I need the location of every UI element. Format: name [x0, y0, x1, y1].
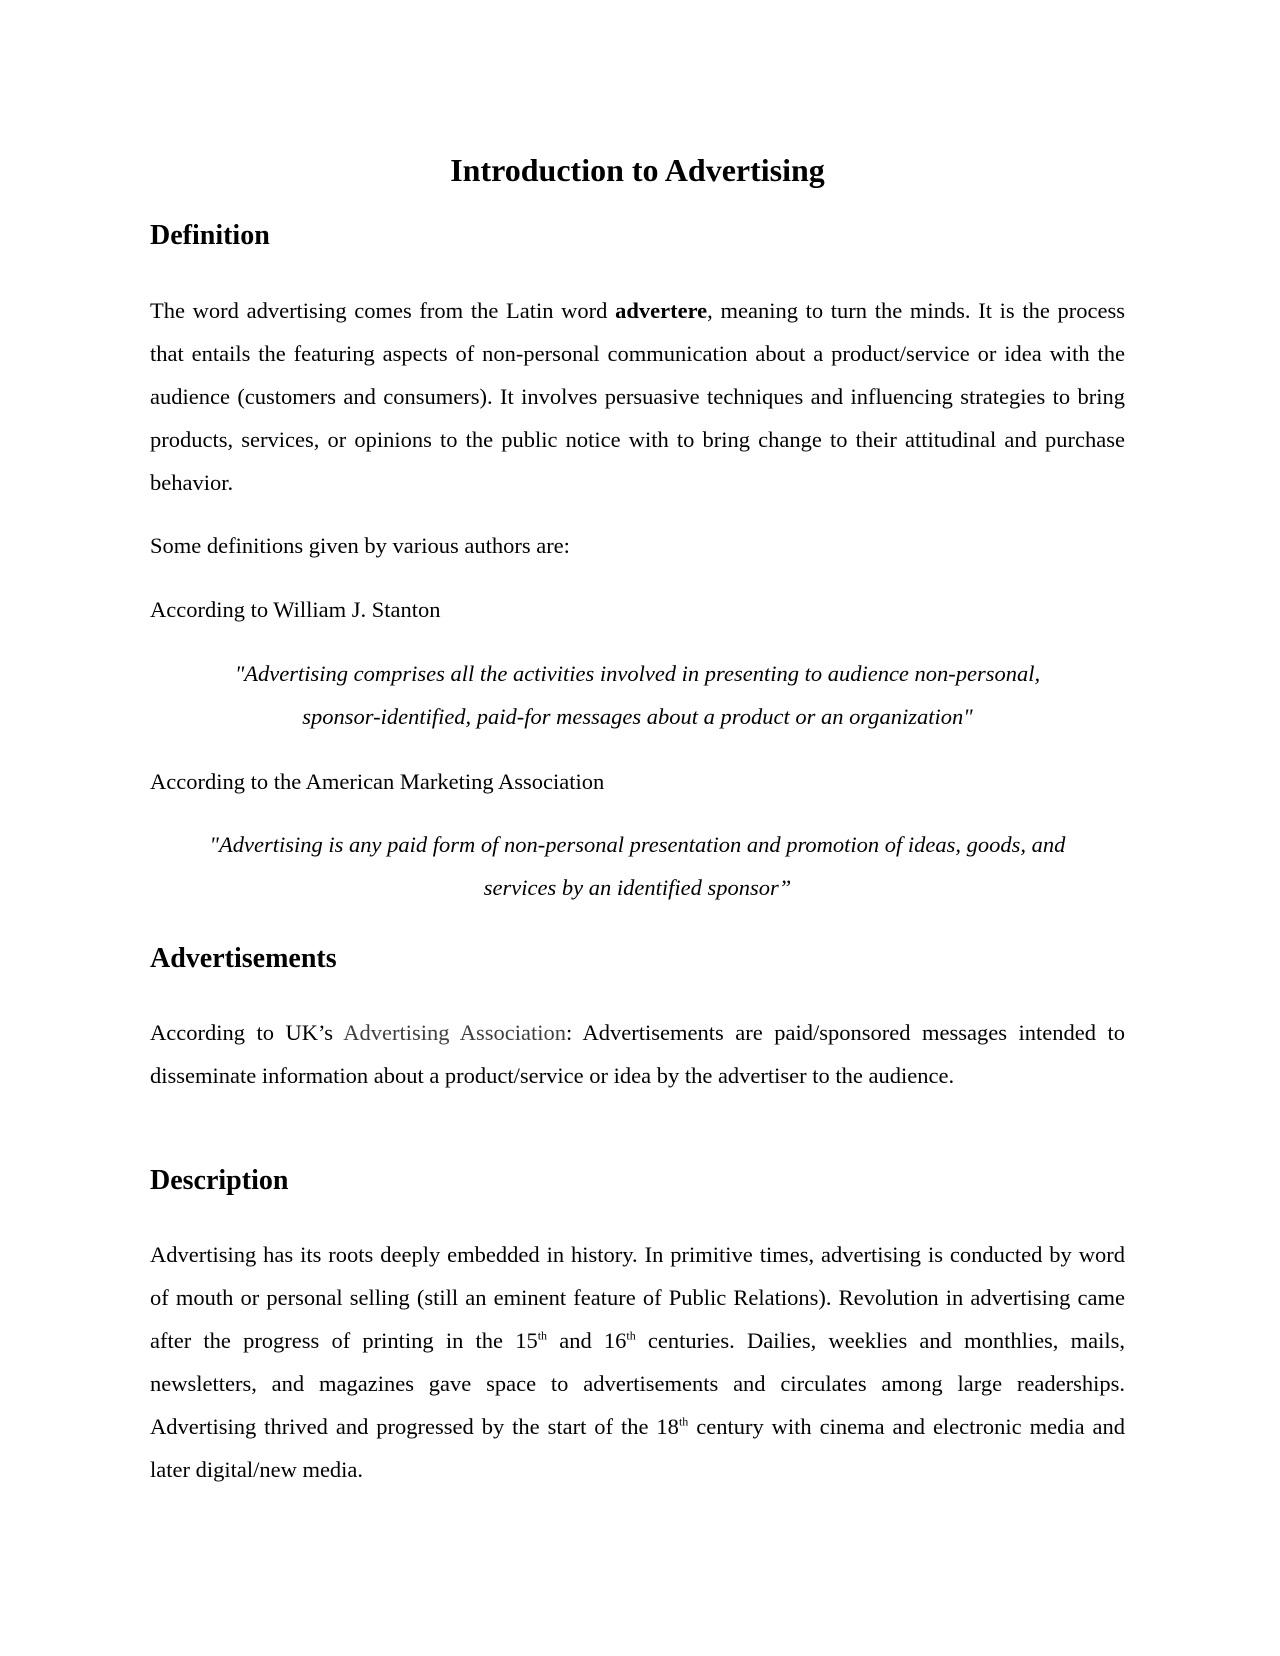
- description-text-2: and 16: [547, 1328, 627, 1353]
- definition-text-start: The word advertising comes from the Latin word: [150, 298, 616, 323]
- quote-ama-line2: services by an identified sponsor”: [483, 875, 792, 900]
- advertisements-heading: Advertisements: [150, 943, 337, 974]
- ordinal-suffix-15: th: [537, 1328, 548, 1343]
- advertisements-text-end: : Advertisements are paid/sponsored messages intended to disseminate information about a product/service or idea by the advertiser to the audience.: [150, 1020, 1125, 1088]
- advertising-association-name: Advertising Association: [343, 1020, 567, 1045]
- definition-paragraph: [150, 289, 1125, 504]
- ordinal-suffix-16: th: [626, 1328, 636, 1343]
- source-ama: According to the American Marketing Association: [150, 769, 605, 794]
- definitions-intro: Some definitions given by various authors are:: [150, 533, 570, 558]
- source-stanton: According to William J. Stanton: [150, 597, 441, 622]
- advertisements-paragraph: [150, 1011, 1125, 1097]
- description-text-4: century with cinema and electronic media and later digital/new media.: [150, 1414, 1125, 1482]
- description-text-3: centuries. Dailies, weeklies and monthlies, mails, newsletters, and magazines gave space to advertisements and circulates among large readerships. Advertising thrived and progressed by the start of the 18: [150, 1328, 1125, 1439]
- quote-ama-line1: "Advertising is any paid form of non-personal presentation and promotion of ideas, goods, and: [209, 832, 1066, 857]
- document-title: Introduction to Advertising: [450, 152, 825, 188]
- description-text-1: Advertising has its roots deeply embedded in history. In primitive times, advertising is conducted by word of mouth or personal selling (still an eminent feature of Public Relations). Revolution in advertising came after the progress of printing in the 15: [150, 1242, 1125, 1353]
- ordinal-suffix-18: th: [678, 1414, 689, 1429]
- description-paragraph: [150, 1233, 1125, 1491]
- quote-stanton-line1: "Advertising comprises all the activities involved in presenting to audience non-personal,: [234, 661, 1041, 686]
- definition-heading: Definition: [150, 220, 270, 251]
- advertisements-text-start: According to UK’s: [150, 1020, 344, 1045]
- description-heading: Description: [150, 1165, 289, 1196]
- definition-text-end: , meaning to turn the minds. It is the process that entails the featuring aspects of non-personal communication about a product/service or idea with the audience (customers and consumers). It involves persuasive techniques and influencing strategies to bring products, services, or opinions to the public notice with to bring change to their attitudinal and purchase behavior.: [150, 298, 1125, 495]
- latin-word: advertere: [615, 298, 708, 323]
- quote-stanton-line2: sponsor-identified, paid-for messages about a product or an organization": [302, 704, 973, 729]
